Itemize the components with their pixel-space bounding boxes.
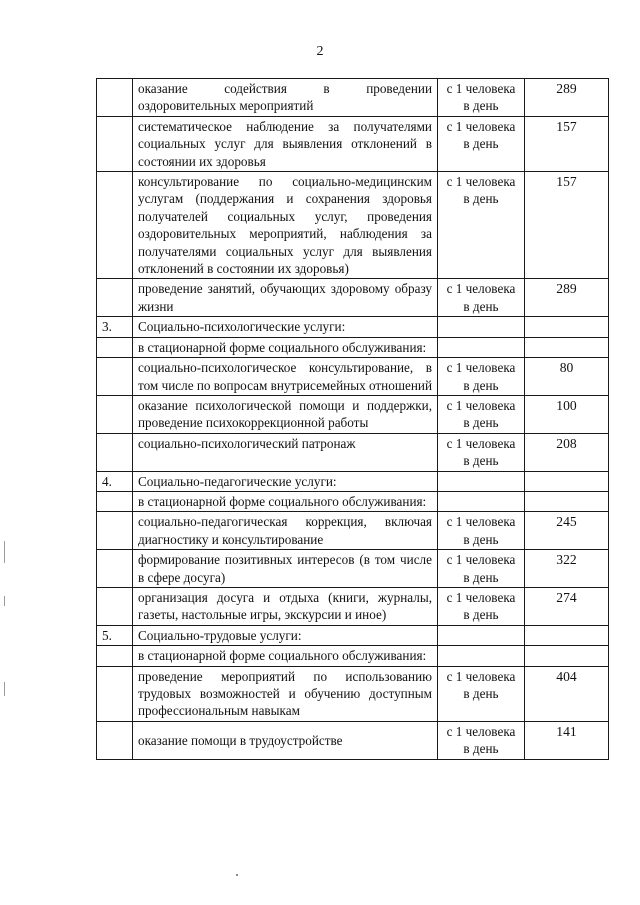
service-name-cell: организация досуга и отдыха (книги, журналы, газеты, настольные игры, экскурсии и иное)	[133, 587, 438, 625]
price-cell: 274	[525, 587, 609, 625]
service-name-cell: Социально-психологические услуги:	[133, 317, 438, 337]
scan-margin-mark	[4, 596, 5, 606]
price-cell: 322	[525, 550, 609, 588]
row-number-cell	[97, 587, 133, 625]
scan-speck	[236, 874, 238, 876]
unit-cell	[438, 471, 525, 491]
service-name-cell: в стационарной форме социального обслуживания:	[133, 646, 438, 666]
unit-cell: с 1 человека в день	[438, 116, 525, 171]
price-cell	[525, 337, 609, 357]
scan-margin-mark	[4, 541, 5, 563]
unit-cell: с 1 человека в день	[438, 433, 525, 471]
service-name-cell: социально-психологическое консультирование, в том числе по вопросам внутрисемейных отношений	[133, 358, 438, 396]
service-name-cell: консультирование по социально-медицинским услугам (поддержания и сохранения здоровья получателей социальных услуг, проведения оздоровительных мероприятий, наблюдения за получателями социальных услуг для выявления отклонений в состоянии их здоровья)	[133, 172, 438, 279]
price-cell	[525, 625, 609, 645]
row-number-cell	[97, 172, 133, 279]
price-cell: 141	[525, 721, 609, 759]
services-table-body	[97, 79, 609, 760]
unit-cell: с 1 человека в день	[438, 721, 525, 759]
service-name-cell: Социально-трудовые услуги:	[133, 625, 438, 645]
price-cell: 404	[525, 666, 609, 721]
section-row	[97, 317, 609, 337]
price-cell: 80	[525, 358, 609, 396]
price-cell: 157	[525, 172, 609, 279]
unit-cell: с 1 человека в день	[438, 79, 525, 117]
price-cell: 289	[525, 79, 609, 117]
service-name-cell: социально-психологический патронаж	[133, 433, 438, 471]
row-number-cell: 4.	[97, 471, 133, 491]
unit-cell	[438, 646, 525, 666]
service-row	[97, 721, 609, 759]
unit-cell	[438, 491, 525, 511]
unit-cell	[438, 317, 525, 337]
unit-cell: с 1 человека в день	[438, 512, 525, 550]
service-name-cell: проведение занятий, обучающих здоровому образу жизни	[133, 279, 438, 317]
service-row	[97, 512, 609, 550]
service-name-cell: социально-педагогическая коррекция, включая диагностику и консультирование	[133, 512, 438, 550]
service-name-cell: в стационарной форме социального обслуживания:	[133, 491, 438, 511]
row-number-cell	[97, 279, 133, 317]
row-number-cell	[97, 433, 133, 471]
service-name-cell: в стационарной форме социального обслуживания:	[133, 337, 438, 357]
row-number-cell: 5.	[97, 625, 133, 645]
service-name-cell: оказание психологической помощи и поддержки, проведение психокоррекционной работы	[133, 395, 438, 433]
service-row	[97, 358, 609, 396]
price-cell: 157	[525, 116, 609, 171]
price-cell	[525, 471, 609, 491]
price-cell: 100	[525, 395, 609, 433]
scan-margin-mark	[4, 682, 5, 696]
row-number-cell	[97, 550, 133, 588]
row-number-cell	[97, 646, 133, 666]
service-row	[97, 395, 609, 433]
row-number-cell	[97, 395, 133, 433]
row-number-cell	[97, 79, 133, 117]
row-number-cell	[97, 116, 133, 171]
service-row	[97, 279, 609, 317]
section-row	[97, 471, 609, 491]
service-row	[97, 587, 609, 625]
page-number: 2	[316, 44, 324, 59]
row-number-cell: 3.	[97, 317, 133, 337]
service-name-cell: Социально-педагогические услуги:	[133, 471, 438, 491]
service-row	[97, 550, 609, 588]
service-row	[97, 116, 609, 171]
service-row	[97, 666, 609, 721]
unit-cell	[438, 337, 525, 357]
unit-cell: с 1 человека в день	[438, 666, 525, 721]
row-number-cell	[97, 721, 133, 759]
service-row	[97, 79, 609, 117]
row-number-cell	[97, 512, 133, 550]
unit-cell: с 1 человека в день	[438, 172, 525, 279]
service-name-cell: формирование позитивных интересов (в том числе в сфере досуга)	[133, 550, 438, 588]
row-number-cell	[97, 337, 133, 357]
unit-cell: с 1 человека в день	[438, 279, 525, 317]
service-row	[97, 172, 609, 279]
price-cell: 289	[525, 279, 609, 317]
service-name-cell: проведение мероприятий по использованию трудовых возможностей и обучению доступным профессиональным навыкам	[133, 666, 438, 721]
price-cell: 208	[525, 433, 609, 471]
price-cell	[525, 491, 609, 511]
price-cell	[525, 646, 609, 666]
unit-cell: с 1 человека в день	[438, 358, 525, 396]
row-number-cell	[97, 491, 133, 511]
service-row	[97, 433, 609, 471]
unit-cell	[438, 625, 525, 645]
unit-cell: с 1 человека в день	[438, 550, 525, 588]
subsection-row	[97, 491, 609, 511]
price-cell	[525, 317, 609, 337]
service-name-cell: оказание помощи в трудоустройстве	[133, 721, 438, 759]
unit-cell: с 1 человека в день	[438, 587, 525, 625]
row-number-cell	[97, 358, 133, 396]
service-name-cell: оказание содействия в проведении оздоровительных мероприятий	[133, 79, 438, 117]
unit-cell: с 1 человека в день	[438, 395, 525, 433]
price-cell: 245	[525, 512, 609, 550]
subsection-row	[97, 337, 609, 357]
section-row	[97, 625, 609, 645]
subsection-row	[97, 646, 609, 666]
services-table	[96, 78, 609, 760]
service-name-cell: систематическое наблюдение за получателями социальных услуг для выявления отклонений в состоянии их здоровья	[133, 116, 438, 171]
row-number-cell	[97, 666, 133, 721]
